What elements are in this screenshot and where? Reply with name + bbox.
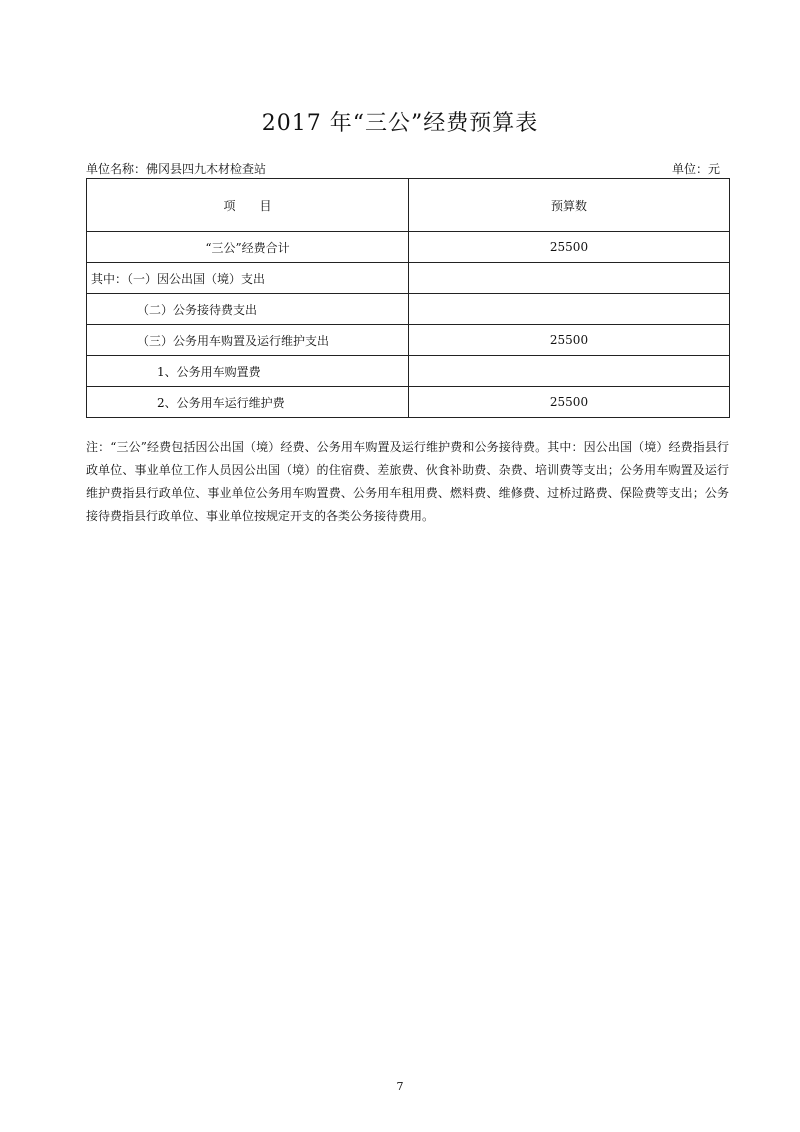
row-value: 25500 <box>409 387 730 418</box>
column-header-budget: 预算数 <box>409 179 730 232</box>
table-row <box>87 294 730 325</box>
row-item: 其中：（一）因公出国（境）支出 <box>87 263 409 294</box>
unit-measure: 单位：元 <box>671 162 720 176</box>
row-value <box>409 294 730 325</box>
column-header-item: 项 目 <box>87 179 409 232</box>
table-row <box>87 356 730 387</box>
row-item: （二）公务接待费支出 <box>87 294 409 325</box>
row-value: 25500 <box>409 325 730 356</box>
footnote: 注：“三公”经费包括因公出国（境）经费、公务用车购置及运行维护费和公务接待费。其中：因公出国（境）经费指县行政单位、事业单位工作人员因公出国（境）的住宿费、差旅费、伙食补助费、杂费、培训费等支出；公务用车购置及运行维护费指县行政单位、事业单位公务用车购置费、公务用车租用费、燃料费、维修费、过桥过路费、保险费等支出；公务接待费指县行政单位、事业单位按规定开支的各类公务接待费用。 <box>86 440 729 523</box>
row-item: 1、公务用车购置费 <box>87 356 409 387</box>
row-item: （三）公务用车购置及运行维护支出 <box>87 325 409 356</box>
page-title: 2017 年“三公”经费预算表 <box>261 111 539 136</box>
page-number: 7 <box>396 1080 404 1093</box>
row-item: “三公”经费合计 <box>87 232 409 263</box>
row-value <box>409 263 730 294</box>
budget-table <box>86 178 730 418</box>
row-item: 2、公务用车运行维护费 <box>87 387 409 418</box>
table-header-row <box>87 179 730 232</box>
unit-name: 单位名称：佛冈县四九木材检查站 <box>86 162 267 176</box>
row-value: 25500 <box>409 232 730 263</box>
table-row <box>87 232 730 263</box>
table-row <box>87 263 730 294</box>
table-row <box>87 387 730 418</box>
row-value <box>409 356 730 387</box>
table-row <box>87 325 730 356</box>
